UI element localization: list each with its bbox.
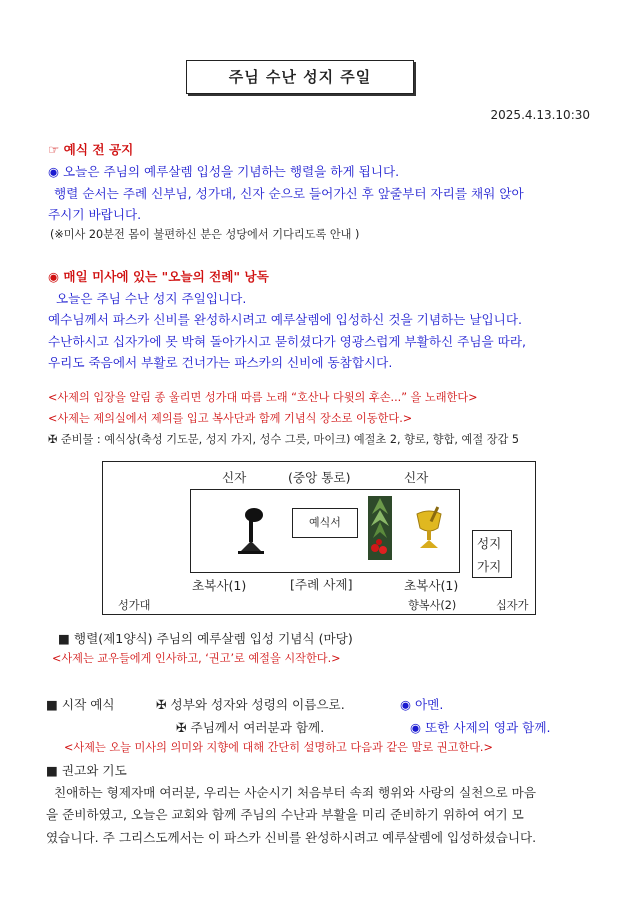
page-title: 주님 수난 성지 주일 — [186, 60, 414, 94]
procession-rubric: <사제는 교우들에게 인사하고, ‘권고’로 예절을 시작한다.> — [52, 652, 341, 665]
opening-versicle-2: ✠ 주님께서 여러분과 함께. — [176, 720, 325, 735]
daily-line-3: 수난하시고 십자가에 못 박혀 돌아가시고 묻히셨다가 영광스럽게 부활하신 주님을 따라, — [48, 334, 526, 349]
acolyte-right: 초복사(1) — [404, 578, 459, 593]
palm-label-1: 성지 — [477, 536, 502, 551]
choir-position: 성가대 — [118, 599, 151, 612]
opening-rubric: <사제는 오늘 미사의 의미와 지향에 대해 간단히 설명하고 다음과 같은 말로 권고한다.> — [64, 741, 493, 754]
acolyte-left: 초복사(1) — [192, 578, 247, 593]
daily-line-4: 우리도 죽음에서 부활로 건너가는 파스카의 신비에 동참합시다. — [48, 355, 393, 370]
diagram-center-aisle: (중앙 통로) — [288, 470, 351, 485]
diagram-faithful-left: 신자 — [222, 470, 247, 485]
palm-branches-icon — [368, 496, 392, 560]
microphone-icon — [234, 505, 268, 555]
palm-label-2: 가지 — [477, 559, 502, 574]
opening-versicle-1: ✠ 성부와 성자와 성령의 이름으로. — [156, 697, 345, 712]
holy-water-vessel-icon — [414, 504, 444, 550]
rubric-line-1: <사제의 입장을 알림 종 울리면 성가대 따름 노래 “호산나 다윗의 후손...” 을 노래한다> — [48, 391, 478, 404]
exhortation-label: ■ 권고와 기도 — [46, 763, 127, 778]
notice-line-1: ◉ 오늘은 주님의 예루살렘 입성을 기념하는 행렬을 하게 됩니다. — [48, 164, 400, 179]
notice-heading: ☞ 예식 전 공지 — [48, 142, 134, 157]
cross-bearer-position: 십자가 — [496, 599, 529, 612]
preparation-list: ✠ 준비물 : 예식상(축성 기도문, 성지 가지, 성수 그릇, 마이크) 예절초 2, 향로, 향합, 예절 장갑 5 — [48, 433, 519, 446]
exhortation-line-3: 였습니다. 주 그리스도께서는 이 파스카 신비를 완성하시려고 예루살렘에 입성하셨습니다. — [46, 830, 537, 845]
notice-line-3: 주시기 바랍니다. — [48, 207, 142, 222]
rubric-line-2: <사제는 제의실에서 제의를 입고 복사단과 함께 기념식 장소로 이동한다.> — [48, 412, 413, 425]
daily-heading: ◉ 매일 미사에 있는 "오늘의 전례" 낭독 — [48, 269, 269, 284]
date-time: 2025.4.13.10:30 — [490, 108, 590, 122]
diagram-faithful-right: 신자 — [404, 470, 429, 485]
notice-line-4: (※미사 20분전 몸이 불편하신 분은 성당에서 기다리도록 안내 ) — [50, 228, 360, 241]
notice-line-2: 행렬 순서는 주례 신부님, 성가대, 신자 순으로 들어가신 후 앞줄부터 자리를 채워 앉아 — [54, 186, 524, 201]
exhortation-line-2: 을 준비하였고, 오늘은 교회와 함께 주님의 수난과 부활을 미리 준비하기 위하여 여기 모 — [46, 807, 524, 822]
missal-book: 예식서 — [292, 508, 358, 538]
thurifer-position: 향복사(2) — [408, 599, 457, 612]
exhortation-line-1: 친애하는 형제자매 여러분, 우리는 사순시기 처음부터 속죄 행위와 사랑의 실천으로 마음 — [54, 785, 536, 800]
daily-line-2: 예수님께서 파스카 신비를 완성하시려고 예루살렘에 입성하신 것을 기념하는 날입니다. — [48, 312, 522, 327]
opening-rites-label: ■ 시작 예식 — [46, 697, 115, 712]
procession-heading: ■ 행렬(제1양식) 주님의 예루살렘 입성 기념식 (마당) — [58, 631, 353, 646]
celebrant-position: [주례 사제] — [290, 577, 353, 592]
daily-line-1: 오늘은 주님 수난 성지 주일입니다. — [56, 291, 247, 306]
opening-response-1: ◉ 아멘. — [400, 697, 444, 712]
opening-response-2: ◉ 또한 사제의 영과 함께. — [410, 720, 551, 735]
